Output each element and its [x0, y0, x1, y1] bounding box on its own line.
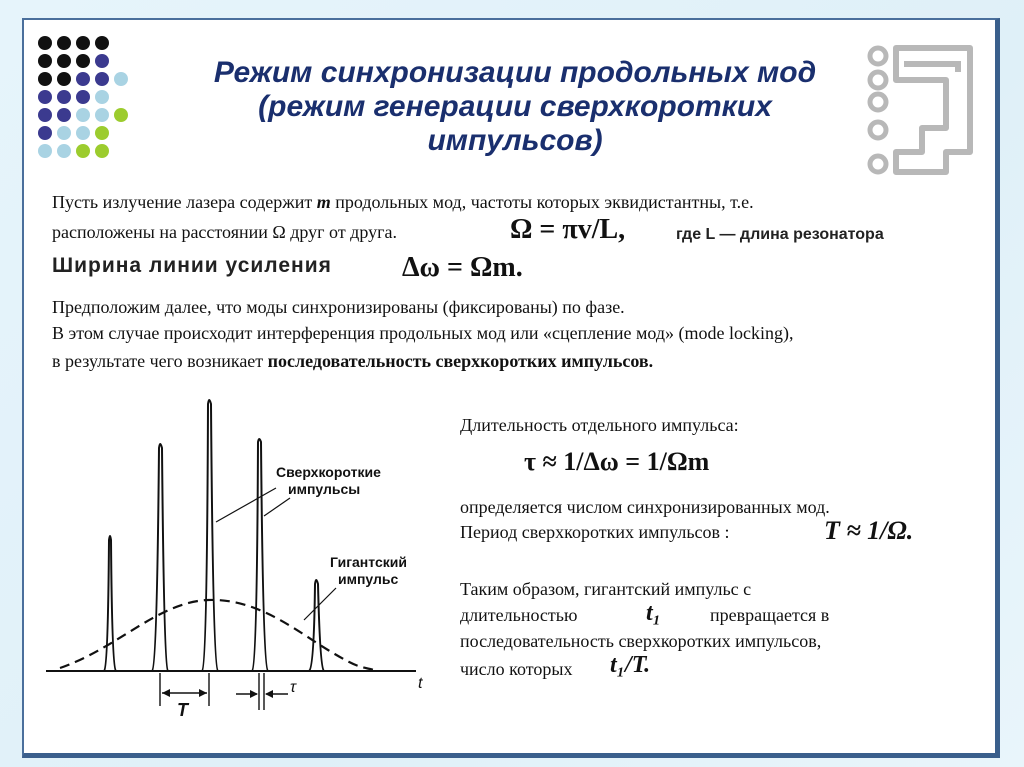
conclusion-line4: число которых — [460, 659, 573, 679]
formula-delta-omega: Δω = Ωm. — [402, 252, 523, 283]
gain-width-label: Ширина линии усиления — [52, 254, 332, 277]
formula-omega: Ω = πv/L, — [510, 214, 626, 245]
decorative-dot — [76, 126, 90, 140]
decorative-dot — [95, 144, 109, 158]
para2-line1: Предположим далее, что моды синхронизированы (фиксированы) по фазе. — [52, 297, 625, 317]
period-label: Период сверхкоротких импульсов : — [460, 522, 730, 542]
mode-locking-figure — [38, 380, 438, 720]
para2-line2: В этом случае происходит интерференция продольных мод или «сцепление мод» (mode locking), — [52, 323, 794, 343]
conclusion-line3: последовательность сверхкоротких импульсов, — [460, 631, 822, 651]
decorative-dot — [38, 126, 52, 140]
ultrashort-label-line2: импульсы — [288, 481, 361, 497]
decorative-dot — [95, 36, 109, 50]
decorative-dot — [76, 36, 90, 50]
decorative-dot — [76, 54, 90, 68]
formula-period: T ≈ 1/Ω. — [824, 516, 914, 545]
para2-line3-start: в результате чего возникает — [52, 351, 268, 371]
decorative-dot — [95, 90, 109, 104]
conclusion-line2-b: превращается в — [710, 605, 830, 625]
decorative-dot — [95, 72, 109, 86]
tau-mark: τ — [290, 679, 296, 696]
decorative-dot — [95, 126, 109, 140]
decorative-dot — [95, 108, 109, 122]
modes-count-symbol: m — [316, 192, 331, 212]
para1-line1 — [52, 191, 754, 213]
decorative-dot — [57, 72, 71, 86]
giant-label-line2: импульс — [338, 571, 399, 587]
decorative-dot — [38, 54, 52, 68]
resonator-length-note: где L — длина резонатора — [676, 226, 884, 243]
determined-text: определяется числом синхронизированных мод. — [460, 497, 830, 517]
time-axis-label: t — [418, 675, 423, 692]
decorative-dot — [38, 36, 52, 50]
decorative-dot — [38, 144, 52, 158]
decorative-dot — [57, 144, 71, 158]
conclusion-line2-a: длительностью — [460, 605, 578, 625]
formula-tau: τ ≈ 1/Δω = 1/Ωm — [524, 447, 710, 476]
pulse-count-formula: t₁/T. — [610, 652, 651, 678]
giant-label-line1: Гигантский — [330, 554, 407, 570]
para2-line3-bold: последовательность сверхкоротких импульсов. — [267, 351, 654, 371]
para1-line1-end: продольных мод, частоты которых эквидистантны, т.е. — [330, 192, 754, 212]
decorative-dot — [57, 54, 71, 68]
decorative-dot — [76, 90, 90, 104]
decorative-dot — [57, 36, 71, 50]
decorative-dot — [76, 108, 90, 122]
conclusion-line1: Таким образом, гигантский импульс с — [460, 579, 752, 599]
title-line-3: импульсов) — [427, 124, 603, 157]
title-line-1: Режим синхронизации продольных мод — [213, 56, 817, 89]
giant-pulse-duration-symbol: t₁ — [646, 600, 662, 626]
decorative-dot — [38, 72, 52, 86]
para1-line1-start: Пусть излучение лазера содержит — [52, 192, 317, 212]
decorative-dot — [57, 90, 71, 104]
decorative-dot — [57, 108, 71, 122]
period-mark: T — [177, 700, 188, 720]
slide-title — [120, 56, 910, 158]
para1-line2: расположены на расстоянии Ω друг от друга. — [52, 222, 397, 242]
ultrashort-label-line1: Сверхкороткие — [276, 464, 381, 480]
decorative-dot — [38, 90, 52, 104]
decorative-dot — [76, 72, 90, 86]
decorative-dot — [76, 144, 90, 158]
decorative-dot — [38, 108, 52, 122]
para2-line3 — [52, 350, 653, 372]
pulse-duration-label: Длительность отдельного импульса: — [460, 415, 739, 435]
decorative-dot — [57, 126, 71, 140]
title-line-2: (режим генерации сверхкоротких — [258, 90, 772, 123]
decorative-dot — [95, 54, 109, 68]
